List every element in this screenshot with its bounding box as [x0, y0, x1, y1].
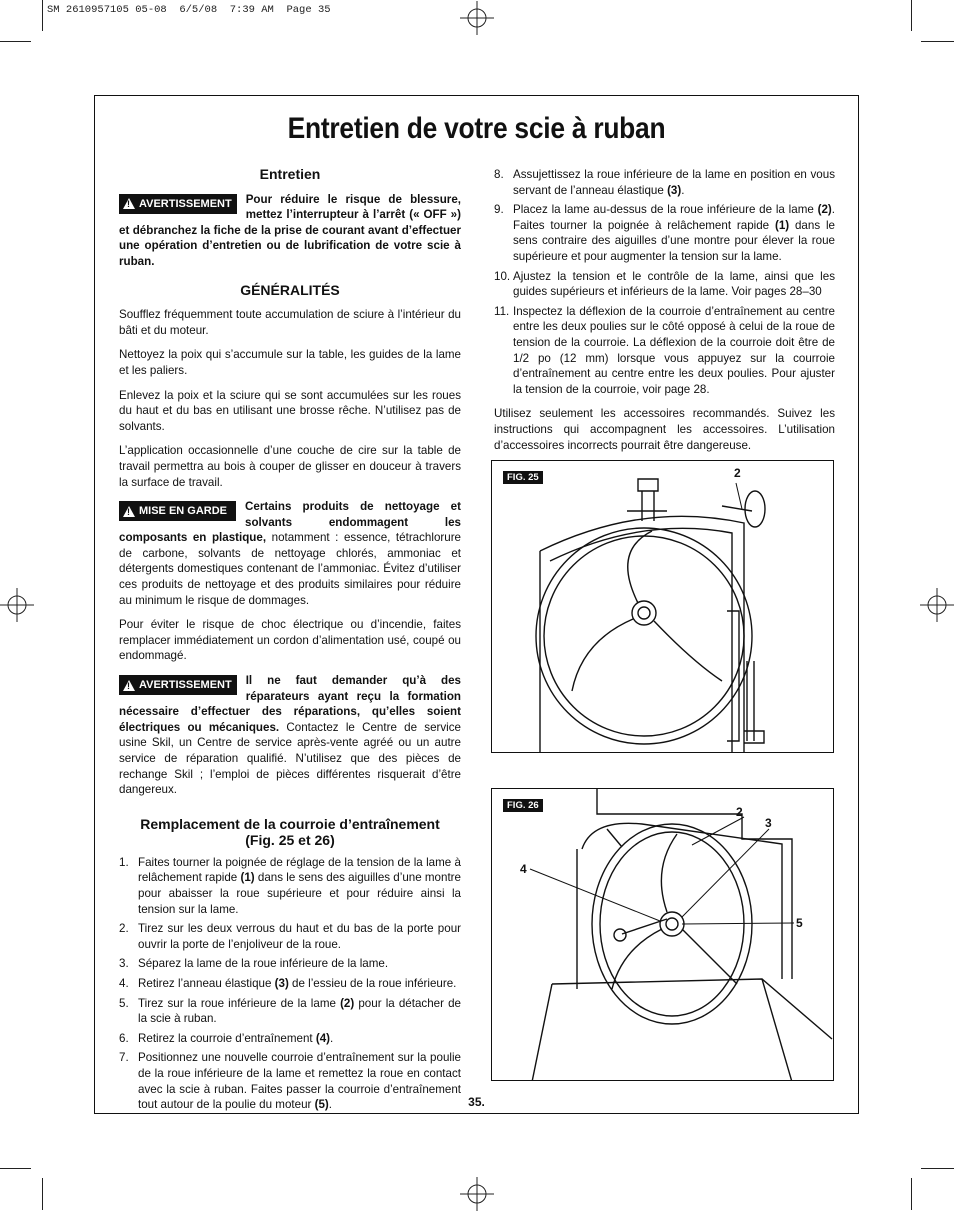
- caution-badge: ! MISE EN GARDE: [119, 501, 236, 521]
- list-item: 6. Retirez la courroie d’entraînement (4).: [119, 1031, 334, 1045]
- list-item: 7. Positionnez une nouvelle courroie d’entraînement sur la poulie de la roue inférieure de la lame et remettez la roue en contact avec la scie à ruban. Faites passer la courroie d’entraînement tout autour de la poulie du moteur (5).: [119, 1051, 461, 1112]
- figure-25: [491, 460, 834, 753]
- generalites-heading: GÉNÉRALITÉS: [240, 281, 340, 298]
- list-item: 1. Faites tourner la poignée de réglage de la tension de la lame à relâchement rapide (1) dans le sens des aiguilles d’une montre pour abaisser la roue supérieure et pour réduire ainsi la tension sur la lame.: [119, 855, 461, 916]
- print-slug: SM 2610957105 05-08 6/5/08 7:39 AM Page 35: [47, 4, 331, 16]
- paragraph-roues: Enlevez la poix et la sciure qui se sont accumulées sur les roues du haut et du bas en utilisant une brosse rêche. N’utilisez pas de solvants.: [119, 388, 461, 433]
- bandsaw-lower-wheel-illustration: [492, 789, 834, 1081]
- warning-text: Contactez le Centre de service usine Skil, un Centre de service après-vente agréé ou un autre service de réparation qualifié. N’utilisez que des pièces de rechange Skil ; l’emploi de pièces différentes risquerait d’être dangereux.: [119, 720, 462, 797]
- paragraph-poix: Nettoyez la poix qui s’accumule sur la table, les guides de la lame et les paliers.: [119, 348, 461, 377]
- steps-list-left: [119, 855, 461, 1113]
- warning-triangle-icon: !: [123, 198, 135, 209]
- right-column: [494, 167, 835, 453]
- list-item: 2. Tirez sur les deux verrous du haut et du bas de la porte pour ouvrir la porte de l’enjoliveur de la roue.: [119, 922, 461, 951]
- page-title: Entretien de votre scie à ruban: [287, 112, 666, 145]
- paragraph-accessories: Utilisez seulement les accessoires recommandés. Suivez les instructions qui accompagnent les accessoires. L’utilisation d’accessoires incorrects pourrait être dangereuse.: [494, 407, 835, 452]
- caution-bold-text: Certains produits de nettoyage et solvants endommagent les composants en plastique,: [119, 500, 461, 545]
- list-item: 4. Retirez l’anneau élastique (3) de l’essieu de la roue inférieure.: [119, 976, 457, 990]
- warning-triangle-icon: !: [123, 506, 135, 517]
- caution-cleaning: [119, 499, 461, 608]
- registration-mark-bottom: [460, 1177, 494, 1211]
- warning-badge: ! AVERTISSEMENT: [119, 194, 237, 214]
- caution-text: notamment : essence, tétrachlorure de carbone, solvants de nettoyage chlorés, ammoniac et détergents domestiques contenant de l’ammoniac. Évitez d’utiliser ces produits de nettoyage et des produits similaires pour réduire au minimum le risque de dommages.: [119, 531, 462, 607]
- registration-mark-right: [920, 588, 954, 622]
- warning-bold-text: Il ne faut demander qu’à des réparateurs ayant reçu la formation nécessaire d’effectuer des réparations, qu’elles soient électriques ou mécaniques.: [119, 674, 461, 734]
- left-column: [119, 167, 461, 1113]
- steps-list-right: [494, 167, 835, 397]
- bandsaw-upper-wheel-illustration: [492, 461, 834, 753]
- page-number: 35.: [468, 1095, 485, 1109]
- warning-repairs: [119, 673, 461, 798]
- paragraph-cordon: Pour éviter le risque de choc électrique ou d’incendie, faites remplacer immédiatement un cordon d’alimentation usé, coupé ou endommagé.: [119, 618, 461, 663]
- list-item: 11. Inspectez la déflexion de la courroie d’entraînement au centre entre les deux poulies sur le côté opposé à celui de la roue de tension de la courroie. La déflexion de la courroie doit être de 1/2 po (12 mm) lorsque vous appuyez sur la courroie d’entraînement au centre entre les deux poulies. Pour ajuster la tension de la courroie, voir page 28.: [494, 304, 835, 396]
- replace-belt-heading: Remplacement de la courroie d’entraînement (Fig. 25 et 26): [140, 815, 440, 848]
- registration-mark-top: [460, 1, 494, 35]
- warning-badge: ! AVERTISSEMENT: [119, 675, 237, 695]
- callout-3: 3: [765, 816, 772, 830]
- list-item: 9. Placez la lame au-dessus de la roue inférieure de la lame (2). Faites tourner la poignée à relâchement rapide (1) dans le sens contraire des aiguilles d’une montre pour élever la roue supérieure et pour augmenter la tension sur la lame.: [494, 203, 835, 263]
- list-item: 3. Séparez la lame de la roue inférieure de la lame.: [119, 957, 389, 971]
- warning-maintenance: [119, 192, 461, 270]
- callout-4: 4: [520, 862, 527, 876]
- list-item: 10. Ajustez la tension et le contrôle de la lame, ainsi que les guides supérieurs et inférieurs de la lame. Voir pages 28–30: [494, 269, 835, 299]
- list-item: 8. Assujettissez la roue inférieure de la lame en position en vous servant de l’anneau élastique (3).: [494, 168, 835, 197]
- figure-26: [491, 788, 834, 1081]
- callout-2: 2: [736, 805, 743, 819]
- callout-2: 2: [734, 466, 741, 480]
- callout-5: 5: [796, 916, 803, 930]
- registration-mark-left: [0, 588, 34, 622]
- figure-tag: FIG. 25: [503, 471, 543, 484]
- list-item: 5. Tirez sur la roue inférieure de la lame (2) pour la détacher de la scie à ruban.: [119, 996, 461, 1026]
- entretien-heading: Entretien: [259, 166, 321, 182]
- warning-triangle-icon: !: [123, 680, 135, 691]
- paragraph-sciure: Soufflez fréquemment toute accumulation de sciure à l’intérieur du bâti et du moteur.: [119, 308, 461, 337]
- warning-text: Pour réduire le risque de blessure, mettez l’interrupteur à l’arrêt (« OFF ») et débranchez la fiche de la prise de courant avant d’effectuer une opération d’entretien ou de lubrification de votre scie à ruban.: [119, 192, 461, 268]
- paragraph-cire: L’application occasionnelle d’une couche de cire sur la table de travail permettra au bois à couper de glisser en douceur à travers la surface de travail.: [119, 444, 461, 489]
- figure-tag: FIG. 26: [503, 799, 543, 812]
